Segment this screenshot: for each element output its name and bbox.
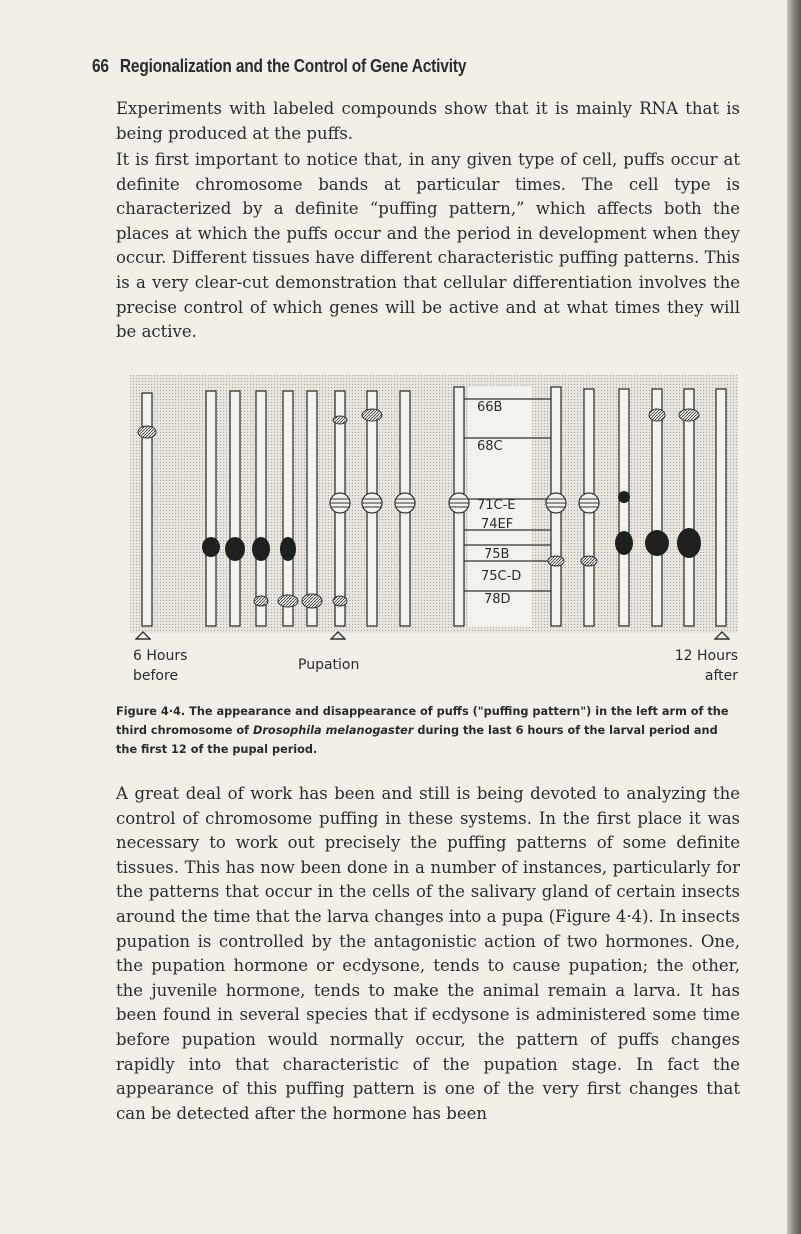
- chromosome-strip: [684, 389, 694, 626]
- small-puff: [333, 416, 347, 424]
- time-label-after: 12 Hours after: [674, 648, 738, 684]
- large-puff: [280, 537, 296, 561]
- chromosome-strip: [652, 389, 662, 626]
- small-puff: [333, 596, 347, 606]
- band-label: 66B: [477, 400, 503, 415]
- running-header: [92, 56, 466, 77]
- paragraph-3: A great deal of work has been and still is being devoted to analyzing the control of chromosome puffing in these systems. In the first place it was necessary to work out precisely the puffing patterns of some definite tissues. This has now been done in a number of instances, particularly for the patterns that occur in the cells of the salivary gland of certain insects around the time that the larva changes into a pupa (Figure 4·4). In insects pupation is controlled by the antagonistic action of two hormones. One, the pupation hormone or ecdysone, tends to cause pupation; the other, the juvenile hormone, tends to make the animal remain a larva. It has been found in several species that if ecdysone is administered some time before pupation would normally occur, the pattern of puffs changes rapidly into that characteristic of the pupation stage. In fact the appearance of this puffing pattern is one of the very first changes that can be detected after the hormone has been: [116, 784, 740, 1123]
- paragraph-1: Experiments with labeled compounds show that it is mainly RNA that is being produced at the puffs.: [116, 99, 740, 143]
- large-puff: [677, 528, 701, 558]
- small-puff: [581, 556, 597, 566]
- small-puff: [649, 409, 665, 421]
- after-marker-icon: [714, 630, 730, 642]
- time-label-before: 6 Hours before: [133, 648, 188, 684]
- chromosome-strip: [230, 391, 240, 626]
- figure-4-4: [130, 375, 738, 635]
- band-label: 75C-D: [481, 569, 522, 584]
- small-puff: [278, 595, 298, 607]
- band-label: 75B: [484, 547, 510, 562]
- page-edge-shadow: [787, 0, 801, 1234]
- puffing-pattern-diagram: [130, 375, 738, 635]
- large-puff: [225, 537, 245, 561]
- before-marker-icon: [135, 630, 151, 642]
- large-puff: [645, 530, 669, 556]
- chromosome-strip: [206, 391, 216, 626]
- chromosome-strip: [283, 391, 293, 626]
- small-puff: [138, 426, 156, 438]
- page-number: 66: [92, 56, 109, 76]
- time-label-pupation: Pupation: [298, 657, 360, 673]
- pupation-marker-icon: [330, 630, 346, 642]
- small-puff: [548, 556, 564, 566]
- chromosome-strip: [307, 391, 317, 626]
- figure-caption: Figure 4·4. The appearance and disappearance of puffs ("puffing pattern") in the left arm of the third chromosome of Drosophila melanogaster during the last 6 hours of the larval period and the first 12 of the pupal period.: [116, 705, 729, 756]
- band-label: 74EF: [481, 517, 514, 532]
- small-puff: [362, 409, 382, 421]
- running-title: Regionalization and the Control of Gene Activity: [119, 56, 467, 76]
- band-label: 71C-E: [477, 498, 516, 513]
- small-puff: [302, 594, 322, 608]
- small-puff: [254, 596, 268, 606]
- band-label: 68C: [477, 439, 503, 454]
- chromosome-strip: [619, 389, 629, 626]
- band-label: 78D: [484, 592, 511, 607]
- chromosome-strip: [256, 391, 266, 626]
- paragraph-2: It is first important to notice that, in any given type of cell, puffs occur at definite chromosome bands at particular times. The cell type is characterized by a definite “puffing pattern,” which affects both the places at which the puffs occur and the period in development when they occur. Different tissues have different characteristic puffing patterns. This is a very clear-cut demonstration that cellular differentiation involves the precise control of which genes will be active and at what times they will be active.: [116, 150, 740, 342]
- small-puff: [679, 409, 699, 421]
- large-puff: [615, 531, 633, 555]
- stipple-background: [130, 375, 738, 633]
- chromosome-strip: [716, 389, 726, 626]
- large-puff: [618, 491, 630, 503]
- large-puff: [202, 537, 220, 557]
- large-puff: [252, 537, 270, 561]
